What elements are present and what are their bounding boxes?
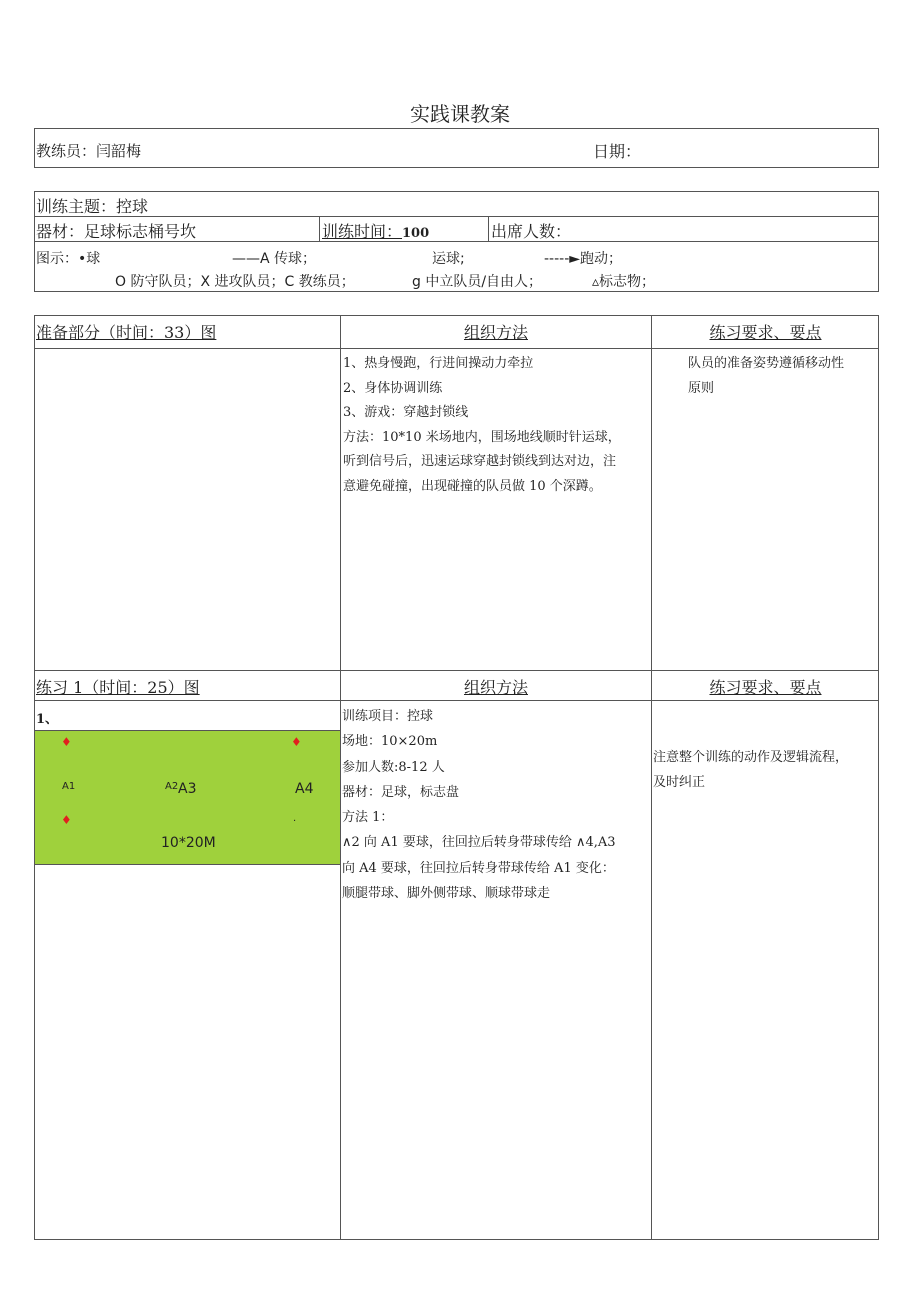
duration-value: 100: [402, 226, 430, 241]
prep-header: 准备部分（时间：33）图: [36, 323, 217, 342]
list-item: 听到信号后，迅速运球穿越封锁线到达对边，注: [343, 454, 617, 469]
list-item: 注意整个训练的动作及逻辑流程，: [653, 750, 849, 765]
player-a1: A1: [62, 781, 76, 792]
list-item: 队员的准备姿势遵循移动性: [688, 356, 845, 371]
list-item: 顺腿带球、脚外侧带球、顺球带球走: [342, 886, 551, 902]
legend-pass: ——A 传球；: [232, 251, 317, 267]
legend-players: O 防守队员；X 进攻队员；C 教练员；: [115, 274, 355, 290]
attendance: 出席人数：: [491, 222, 572, 241]
ex1-method-header: 组织方法: [463, 678, 528, 697]
equipment: 器材：足球标志桶号坎: [36, 222, 197, 241]
list-item: 场地：10×20m: [342, 734, 438, 750]
list-item: 向 A4 要球，往回拉后转身带球传给 A1 变化：: [342, 860, 615, 876]
legend-neutral: g 中立队员/自由人；: [412, 274, 543, 290]
training-field-diagram: [35, 730, 340, 865]
prep-method-header: 组织方法: [463, 323, 528, 342]
ex1-method-list: [342, 704, 650, 906]
player-a4: A4: [295, 781, 314, 797]
marker-dot: .: [293, 813, 297, 824]
coach-date-box: [34, 128, 879, 168]
field-size-label: 10*20M: [161, 835, 216, 851]
list-item: 参加人数:8-12 人: [342, 759, 445, 775]
legend-dribble: 运球;: [432, 251, 465, 267]
list-item: 器材：足球，标志盘: [342, 784, 460, 800]
list-item: 3、游戏：穿越封锁线: [343, 405, 469, 420]
coach-label: 教练员：闫韶梅: [36, 142, 142, 160]
prep-req-header: 练习要求、要点: [709, 323, 822, 342]
list-item: 方法：10*10 米场地内，围场地线顺时针运球，: [343, 429, 621, 445]
duration-label: 训练时间：: [322, 222, 403, 241]
prep-method-list: [343, 352, 649, 499]
player-a3: A3: [178, 781, 197, 797]
ex1-number: 1、: [36, 712, 59, 727]
training-duration: [322, 219, 429, 242]
legend-ball: 图示：•球: [36, 251, 101, 267]
list-item: 原则: [688, 380, 715, 396]
ex1-requirements: [653, 746, 877, 795]
prep-requirements: [688, 352, 876, 401]
cone-marker-icon: ♦: [291, 735, 302, 749]
list-item: ∧2 向 A1 要球，往回拉后转身带球传给 ∧4,A3: [342, 835, 616, 851]
list-item: 2、身体协调训练: [343, 380, 443, 396]
ex1-req-header: 练习要求、要点: [709, 678, 822, 697]
training-topic: 训练主题：控球: [36, 197, 149, 216]
legend-marker: ▵标志物；: [592, 274, 656, 290]
list-item: 及时纠正: [653, 774, 706, 790]
list-item: 方法 1：: [342, 810, 394, 826]
list-item: 训练项目：控球: [342, 709, 434, 724]
list-item: 1、热身慢跑，行进间操动力牵拉: [343, 356, 534, 371]
ex1-header: 练习 1（时间：25）图: [36, 678, 200, 697]
cone-marker-icon: ♦: [61, 735, 72, 749]
player-a2: A2: [165, 781, 179, 792]
list-item: 意避免碰撞，出现碰撞的队员做 10 个深蹲。: [343, 478, 602, 494]
cone-marker-icon: ♦: [61, 813, 72, 827]
page-title: 实践课教案: [410, 102, 510, 126]
legend-run: -----►跑动；: [544, 251, 623, 267]
date-label: 日期：: [593, 142, 642, 161]
